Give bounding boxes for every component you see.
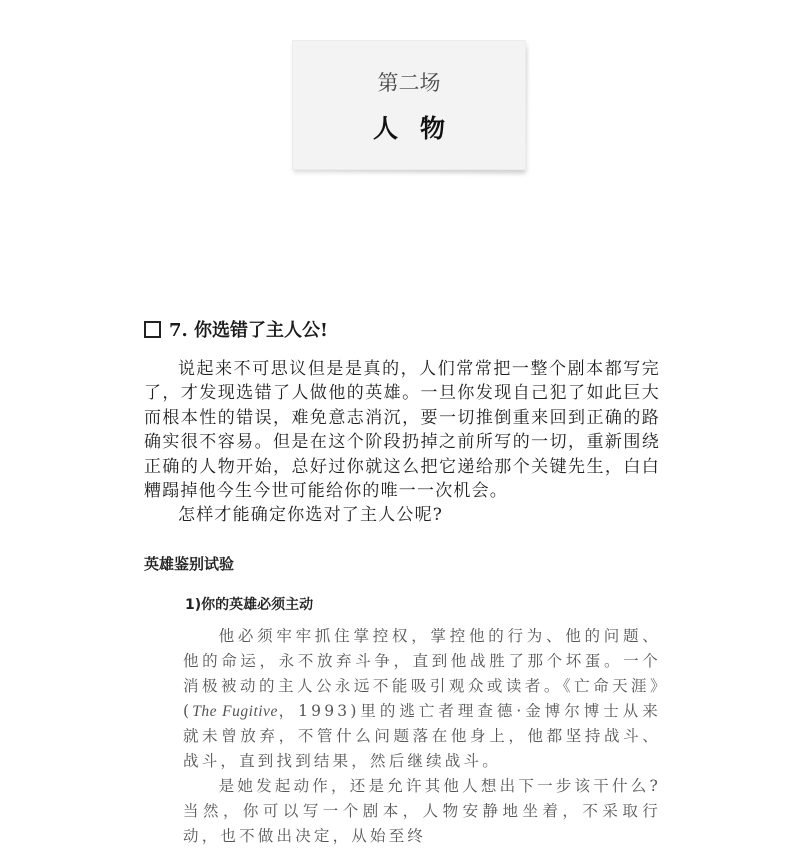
paragraph-text: 他必须牢牢抓住掌控权，掌控他的行为、他的问题、他的命运，永不放弃斗争，直到他战胜了那个坏蛋。一个消极被动的主人公永远不能吸引观众或读者。《亡命天涯》( bbox=[183, 627, 661, 720]
section-heading bbox=[144, 316, 328, 342]
chapter-card bbox=[292, 40, 526, 170]
paragraph: 是她发起动作，还是允许其他人想出下一步该干什么? 当然，你可以写一个剧本，人物安静地坐着，不采取行动，也不做出决定，从始至终 bbox=[183, 777, 661, 845]
section-body bbox=[144, 357, 660, 528]
checkbox-icon bbox=[144, 321, 161, 338]
paragraph: 怎样才能确定你选对了主人公呢? bbox=[178, 505, 444, 526]
subsection-body bbox=[183, 624, 661, 849]
paragraph: 说起来不可思议但是是真的，人们常常把一整个剧本都写完了，才发现选错了人做他的英雄。一旦你发现自己犯了如此巨大而根本性的错误，难免意志消沉，要一切推倒重来回到正确的路确实很不容易。但是在这个阶段扔掉之前所写的一切，重新围绕正确的人物开始，总好过你就这么把它递给那个关键先生，白白糟蹋掉他今生今世可能给你的唯一一次机会。 bbox=[144, 359, 660, 502]
chapter-subtitle: 第二场 bbox=[377, 71, 441, 95]
paragraph-text: ，1993)里的逃亡者理查德·金博尔博士从来就未曾放弃，不管什么问题落在他身上，他都坚持战斗、战斗，直到找到结果，然后继续战斗。 bbox=[183, 702, 661, 770]
paragraph bbox=[183, 624, 661, 774]
item-heading: 1)你的英雄必须主动 bbox=[185, 597, 314, 613]
section-heading-text: 7. 你选错了主人公! bbox=[169, 320, 328, 341]
film-title-italic: The Fugitive bbox=[192, 703, 278, 720]
chapter-title: 人物 bbox=[372, 114, 467, 143]
subsection-heading: 英雄鉴别试验 bbox=[144, 555, 235, 573]
